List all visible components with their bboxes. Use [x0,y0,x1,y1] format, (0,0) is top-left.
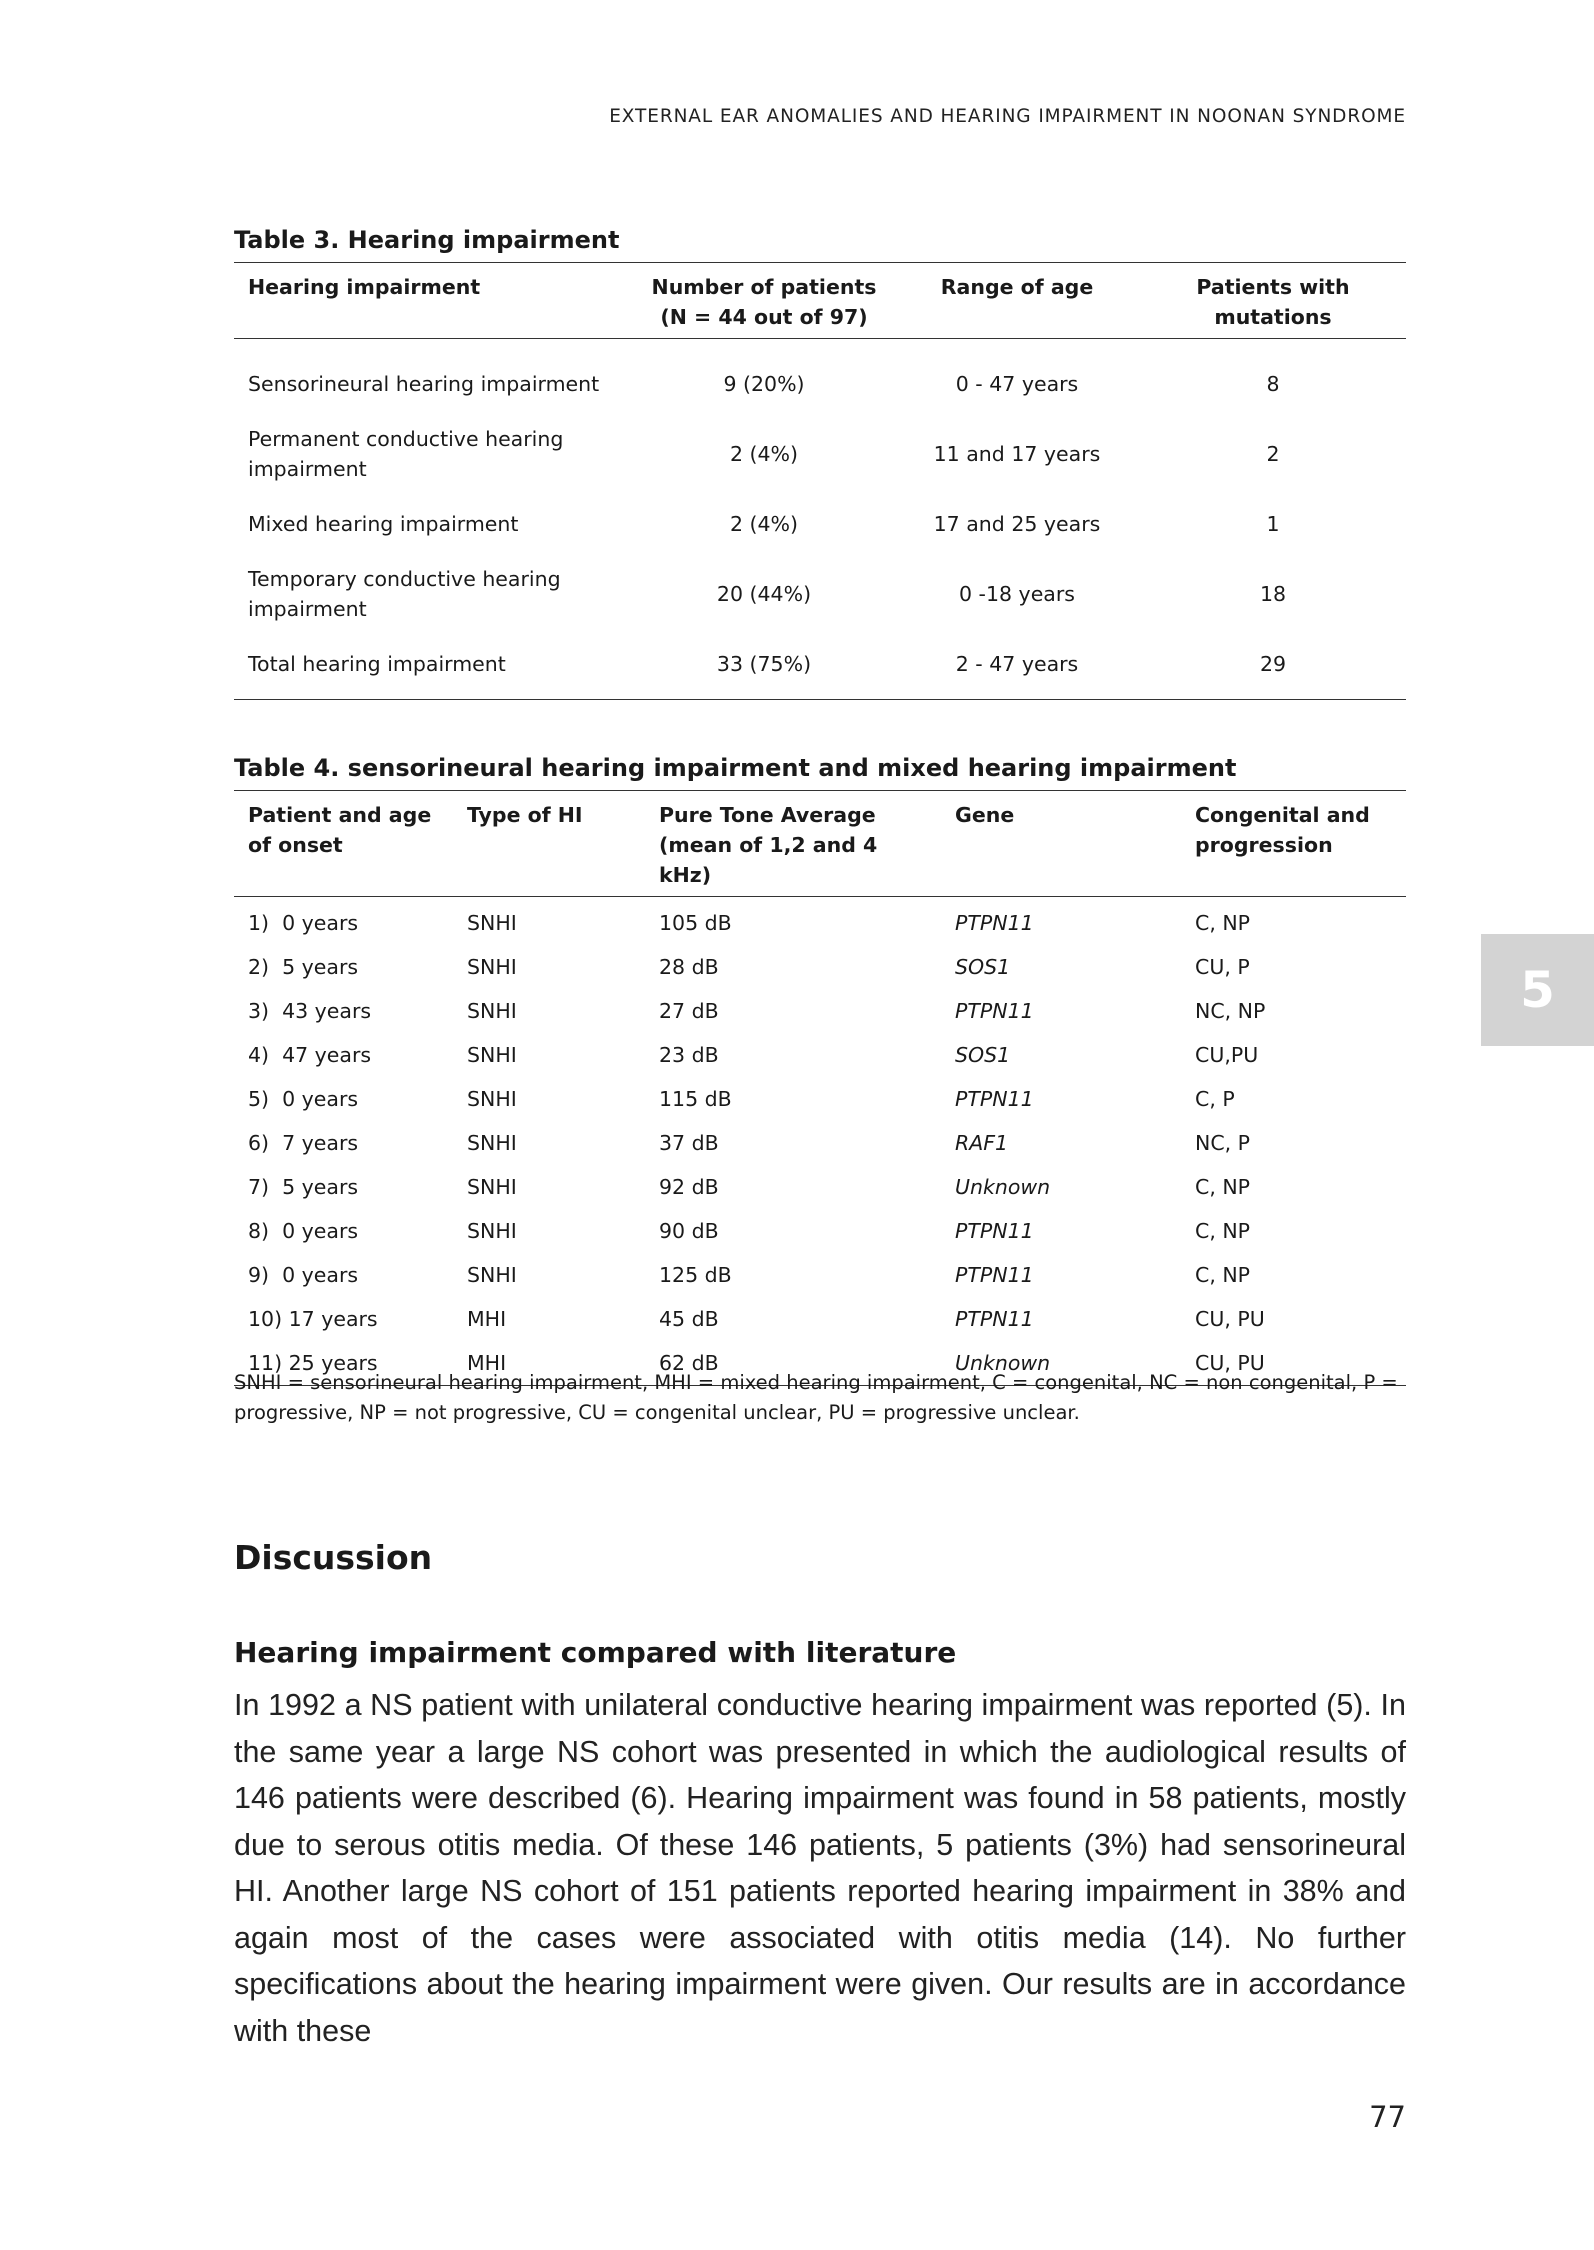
table-cell: 28 dB [659,955,719,979]
table3-header-row [234,263,1406,339]
table-cell: SOS1 [955,955,1011,979]
table-row [234,1033,1406,1077]
table-cell: SNHI [467,999,517,1023]
table-cell: 11 and 17 years [933,442,1101,466]
table-cell: 6) 7 years [248,1131,359,1155]
table4-header-row [234,791,1406,897]
table-cell: PTPN11 [955,999,1034,1023]
table-cell: 20 (44%) [716,582,812,606]
table-cell: SNHI [467,1131,517,1155]
table-cell: 29 [1140,629,1406,700]
table-row [234,339,1406,420]
table-row [234,1209,1406,1253]
section-heading: Discussion [234,1538,433,1577]
table-cell: MHI [453,1341,645,1386]
table-cell: 0 -18 years [959,582,1075,606]
table-cell: Total hearing impairment [234,629,634,700]
table-cell: Unknown [941,1341,1181,1386]
table-cell: SNHI [467,1175,517,1199]
table-cell: 5) 0 years [248,1087,359,1111]
table-cell: 2 (4%) [729,512,799,536]
table-cell: SNHI [467,1263,517,1287]
table3-header-cell: Range of age [894,263,1140,339]
table-cell: C, P [1195,1087,1235,1111]
table-cell: SNHI [467,1043,517,1067]
table-cell: Sensorineural hearing impairment [248,372,600,396]
table-cell: NC, P [1195,1131,1251,1155]
table-cell: CU, PU [1195,1307,1265,1331]
table3-header-cell: Number of patients (N = 44 out of 97) [634,263,894,339]
table3-block [234,226,1406,700]
table-cell: 115 dB [659,1087,732,1111]
table-cell: 45 dB [659,1307,719,1331]
table-cell: NC, NP [1195,999,1266,1023]
table-cell: 11) 25 years [234,1341,453,1386]
table-row [234,1077,1406,1121]
table-row [234,1297,1406,1341]
table-cell: 8 [1266,372,1280,396]
table-cell: 3) 43 years [248,999,372,1023]
table-cell: Unknown [955,1175,1051,1199]
table-cell: MHI [467,1307,507,1331]
subsection-heading: Hearing impairment compared with literature [234,1636,957,1669]
table-cell: SOS1 [955,1043,1011,1067]
table-cell: 2 [1266,442,1280,466]
running-header: EXTERNAL EAR ANOMALIES AND HEARING IMPAIRMENT IN NOONAN SYNDROME [609,106,1406,127]
table-cell: Permanent conductive hearing impairment [248,427,564,481]
table4-header-cell: Gene [941,791,1181,897]
table-cell: 2 - 47 years [894,629,1140,700]
table-cell: 17 and 25 years [933,512,1101,536]
page-number: 77 [1369,2100,1406,2134]
table-cell: C, NP [1195,911,1251,935]
table-cell: SNHI [467,911,517,935]
table-cell: 33 (75%) [634,629,894,700]
table-cell: 62 dB [645,1341,941,1386]
table4-block [234,754,1406,1386]
table3 [234,262,1406,700]
table-cell: 2 (4%) [729,442,799,466]
table-cell: CU, PU [1181,1341,1406,1386]
table-cell: 105 dB [659,911,732,935]
table-cell: PTPN11 [955,1087,1034,1111]
table-cell: 1) 0 years [248,911,359,935]
table-cell: PTPN11 [955,1263,1034,1287]
table-cell: 37 dB [659,1131,719,1155]
table-cell: RAF1 [955,1131,1009,1155]
table-cell: Mixed hearing impairment [248,512,519,536]
table-row [234,989,1406,1033]
table-cell: 9 (20%) [723,372,805,396]
table-cell: 90 dB [659,1219,719,1243]
table4-footnote: SNHI = sensorineural hearing impairment, MHI = mixed hearing impairment, C = congenital, NC = non congenital, P = progressive, NP = not progressive, CU = congenital unclear, PU = progressive unclear. [234,1371,1398,1424]
table-cell: CU, P [1195,955,1250,979]
table-cell: Temporary conductive hearing impairment [248,567,561,621]
table-cell: 0 - 47 years [955,372,1079,396]
table3-header-cell: Hearing impairment [234,263,634,339]
body-paragraph: In 1992 a NS patient with unilateral conductive hearing impairment was reported (5). In the same year a large NS cohort was presented in which the audiological results of 146 patients were described (6). Hearing impairment was found in 58 patients, mostly due to serous otitis media. Of these 146 patients, 5 patients (3%) had sensorineural HI. Another large NS cohort of 151 patients reported hearing impairment in 38% and again most of the cases were associated with otitis media (14). No further specifications about the hearing impairment were given. Our results are in accordance with these [234,1688,1406,2048]
table4 [234,790,1406,1386]
table-cell: 7) 5 years [248,1175,359,1199]
table-row [234,559,1406,629]
table3-header-cell: Patients with mutations [1140,263,1406,339]
table-cell: 9) 0 years [248,1263,359,1287]
table3-title: Table 3. Hearing impairment [234,226,620,254]
table4-header-cell: Patient and age of onset [234,791,453,897]
table-cell: C, NP [1195,1175,1251,1199]
table-cell: C, NP [1195,1219,1251,1243]
table-cell: SNHI [467,1219,517,1243]
table4-header-cell: Pure Tone Average (mean of 1,2 and 4 kHz) [645,791,941,897]
table-cell: 2) 5 years [248,955,359,979]
table-row [234,489,1406,559]
table-cell: PTPN11 [955,1219,1034,1243]
table-cell: 1 [1266,512,1280,536]
table-row [234,419,1406,489]
table-cell: C, NP [1195,1263,1251,1287]
table-cell: 92 dB [659,1175,719,1199]
table4-header-cell: Type of HI [453,791,645,897]
table-cell: 27 dB [659,999,719,1023]
table4-header-cell: Congenital and progression [1181,791,1406,897]
table-row [234,897,1406,946]
table4-title: Table 4. sensorineural hearing impairment and mixed hearing impairment [234,754,1237,782]
table-row [234,629,1406,700]
table-cell: 125 dB [659,1263,732,1287]
table-row [234,1253,1406,1297]
table-cell: SNHI [467,1087,517,1111]
table-cell: 4) 47 years [248,1043,372,1067]
chapter-tab: 5 [1481,934,1594,1046]
table-cell: 23 dB [659,1043,719,1067]
table-row [234,1121,1406,1165]
table-row [234,1165,1406,1209]
table-cell: PTPN11 [955,911,1034,935]
table-cell: 8) 0 years [248,1219,359,1243]
table-cell: SNHI [467,955,517,979]
table-cell: 18 [1259,582,1287,606]
table-cell: PTPN11 [955,1307,1034,1331]
table-cell: CU,PU [1195,1043,1259,1067]
table-cell: 10) 17 years [248,1307,378,1331]
table-row [234,945,1406,989]
